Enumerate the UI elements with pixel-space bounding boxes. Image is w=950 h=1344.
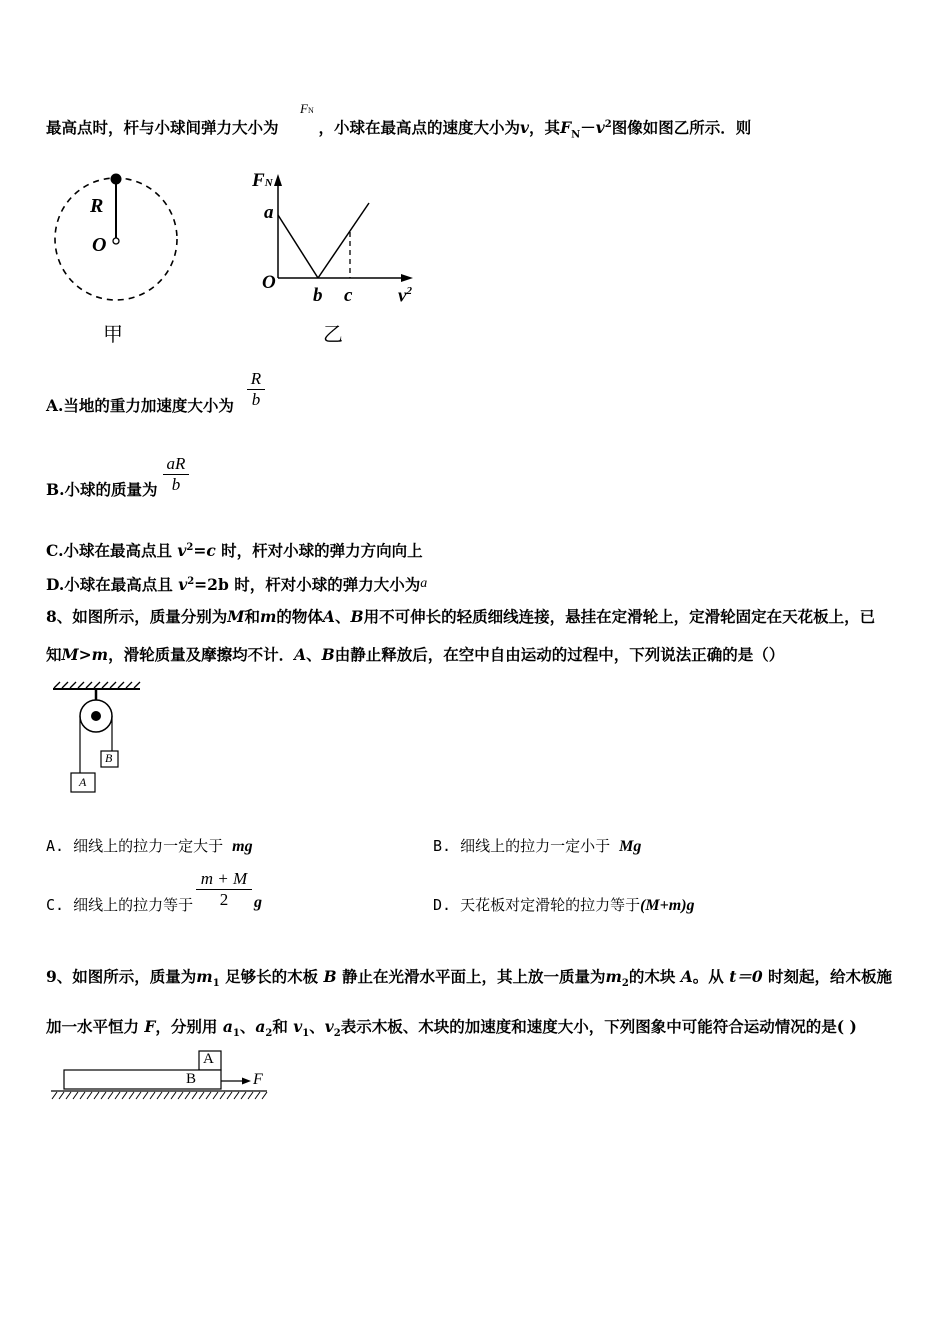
board-b-rect <box>64 1070 221 1089</box>
graph-x-label: $v^2$ <box>398 285 412 307</box>
q9-stem-line2: 加一水平恒力 F，分别用 $a_1$、$a_2$和 $v_1$、$v_2$表示木板、木块的加速度和速度大小，下列图象中可能符合运动情况的是( ) <box>46 1017 857 1040</box>
graph-label-c: c <box>344 285 353 306</box>
q8-option-d[interactable]: D. 天花板对定滑轮的拉力等于(M+m)g <box>433 896 695 914</box>
q8-stem-line1: 8、如图所示，质量分别为M和m的物体A、B用不可伸长的轻质细线连接，悬挂在定滑轮上，定滑轮固定在天花板上，已 <box>46 607 876 626</box>
graph-y-label: FN <box>252 170 273 191</box>
q8-option-b[interactable]: B. 细线上的拉力一定小于 Mg <box>433 837 642 855</box>
pivot <box>113 238 119 244</box>
force-arrow-head <box>242 1078 251 1085</box>
q7-option-a-fraction: $\frac{R}{b}$ <box>247 369 265 410</box>
q7-option-b[interactable]: B.小球的质量为 <box>46 480 158 499</box>
q7-option-d[interactable]: D.小球在最高点且 $v^2=2b$ 时，杆对小球的弹力大小为a <box>46 575 428 595</box>
caption-yi: 乙 <box>323 322 343 346</box>
q8-option-c[interactable]: C. 细线上的拉力等于 <box>46 896 194 914</box>
q8-option-c-g: g <box>254 894 262 911</box>
pulley-axle <box>91 711 101 721</box>
ground-hatch <box>52 1092 267 1099</box>
label-R: R <box>90 195 104 217</box>
figure-fn-v2-graph <box>255 170 425 300</box>
block-b-label: B <box>105 751 113 765</box>
graph-origin: O <box>262 272 276 293</box>
q7-option-c[interactable]: C.小球在最高点且 $v^2=c$ 时，杆对小球的弹力方向向上 <box>46 541 423 561</box>
q8-option-c-fraction: $\frac{m + M}{2}$ <box>196 869 252 910</box>
label-O: O <box>92 234 107 256</box>
q8-option-a[interactable]: A. 细线上的拉力一定大于 mg <box>46 837 253 855</box>
graph-label-b: b <box>313 285 323 306</box>
caption-jia: 甲 <box>103 322 123 346</box>
graph-label-a: a <box>264 202 274 223</box>
q7-stem: 最高点时，杆与小球间弹力大小为 ，小球在最高点的速度大小为v，其$F_N-v^2$图像如图乙所示．则 <box>46 118 752 141</box>
graph-line-down <box>278 215 318 278</box>
force-label-f: F <box>253 1071 263 1088</box>
board-label-b: B <box>186 1071 197 1087</box>
board-block-label-a: A <box>203 1051 214 1067</box>
figure-board-block <box>45 1048 275 1104</box>
figure-pulley <box>50 680 150 800</box>
fn-symbol: FN <box>300 101 314 116</box>
x-axis-arrow <box>401 274 413 282</box>
q8-stem-line2: 知M>m，滑轮质量及摩擦均不计．A、B由静止释放后，在空中自由运动的过程中，下列说法正确的是（） <box>46 645 785 664</box>
q9-stem-line1: 9、如图所示，质量为$m_1$ 足够长的木板 B 静止在光滑水平面上，其上放一质量为$m_2$的木块 A。从 t＝0 时刻起，给木板施 <box>46 967 893 990</box>
ceiling-hatch <box>54 682 140 688</box>
q7-option-b-fraction: $\frac{aR}{b}$ <box>163 454 189 495</box>
q7-option-a[interactable]: A.当地的重力加速度大小为 <box>46 396 234 415</box>
y-axis-arrow <box>274 174 282 186</box>
block-a-label: A <box>79 775 87 789</box>
graph-line-up <box>318 203 369 278</box>
ball <box>111 174 122 185</box>
